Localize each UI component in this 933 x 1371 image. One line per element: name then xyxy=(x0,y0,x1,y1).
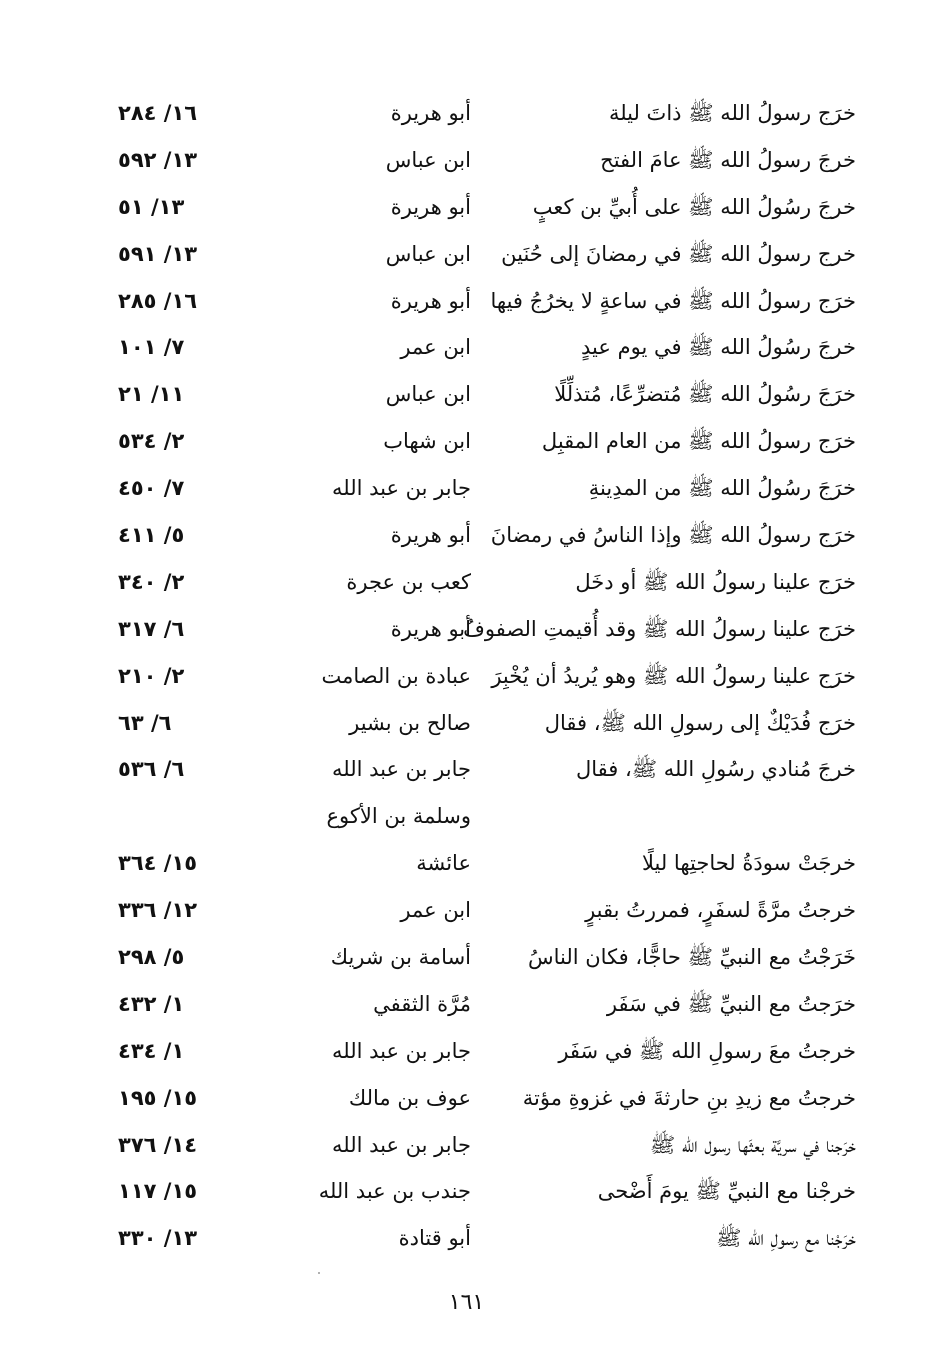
narrator-name: ابن عمر xyxy=(400,335,471,360)
index-row xyxy=(0,512,933,559)
volume-page-reference: ١٦/ ٢٨٤ xyxy=(118,101,198,125)
narrator-name: جابر بن عبد الله xyxy=(331,1038,471,1063)
volume-page-reference: ٧/ ١٠١ xyxy=(118,335,185,360)
narrator-name: جابر بن عبد الله xyxy=(331,757,471,782)
hadith-opening: خرجْنا مع النبيِّ ﷺ يومَ أَضْحى xyxy=(597,1179,856,1204)
index-row xyxy=(0,1215,933,1262)
volume-page-reference: ١٣/ ٥١ xyxy=(118,194,185,219)
index-row xyxy=(0,90,933,137)
index-row xyxy=(0,371,933,418)
volume-page-reference: ٥/ ٢٩٨ xyxy=(118,945,185,970)
index-row xyxy=(0,1075,933,1122)
volume-page-reference: ٢/ ٥٣٤ xyxy=(118,429,185,454)
index-table xyxy=(0,90,933,1262)
stray-dot xyxy=(318,1272,320,1274)
hadith-opening: خرَج علينا رسولُ الله ﷺ أو دخَل xyxy=(575,569,856,594)
narrator-name: صالح بن بشير xyxy=(349,710,471,735)
hadith-opening: خرَجَ رسُولُ الله ﷺ مُتضرِّعًا، مُتذلِّلًا xyxy=(554,382,856,407)
hadith-opening: خرَج علينا رسولُ الله ﷺ وقد أُقيمتِ الصفوفُ xyxy=(463,616,856,641)
narrator-name: أسامة بن شريك xyxy=(330,945,471,970)
narrator-name: وسلمة بن الأكوع xyxy=(326,804,471,829)
narrator-name: جابر بن عبد الله xyxy=(331,1132,471,1157)
narrator-name: أبو هريرة xyxy=(390,616,471,641)
volume-page-reference: ١/ ٤٣٤ xyxy=(118,1038,185,1063)
index-row xyxy=(0,793,933,840)
page-number: ١٦١ xyxy=(448,1290,485,1315)
index-row xyxy=(0,231,933,278)
hadith-opening: خرَج رسولُ الله ﷺ في ساعةٍ لا يخرُجُ فيها xyxy=(490,288,856,313)
volume-page-reference: ١/ ٤٣٢ xyxy=(118,991,185,1016)
volume-page-reference: ١٤/ ٣٧٦ xyxy=(118,1132,198,1157)
index-row xyxy=(0,137,933,184)
volume-page-reference: ١٣/ ٥٩١ xyxy=(118,241,198,266)
narrator-name: مُرَّة الثقفي xyxy=(373,991,471,1016)
index-row xyxy=(0,981,933,1028)
narrator-name: أبو هريرة xyxy=(390,194,471,219)
index-row xyxy=(0,606,933,653)
volume-page-reference: ٥/ ٤١١ xyxy=(118,523,185,548)
hadith-opening: خرجتُ معَ رسولِ الله ﷺ في سَفَر xyxy=(558,1038,856,1063)
volume-page-reference: ١٥/ ١١٧ xyxy=(118,1179,198,1204)
narrator-name: ابن عباس xyxy=(385,241,471,266)
hadith-opening: خرَجنا في سريَّة بعثَها رسول الله ﷺ xyxy=(649,1132,856,1157)
index-row xyxy=(0,1168,933,1215)
hadith-opening: خرَج رسولُ الله ﷺ ذاتَ ليلة xyxy=(608,101,856,125)
index-row xyxy=(0,184,933,231)
volume-page-reference: ٢/ ٣٤٠ xyxy=(118,569,185,594)
index-row xyxy=(0,324,933,371)
volume-page-reference: ١٦/ ٢٨٥ xyxy=(118,288,198,313)
index-row xyxy=(0,746,933,793)
index-row xyxy=(0,1122,933,1169)
hadith-opening: خرَج رسولُ الله ﷺ من العام المقبِل xyxy=(541,429,856,454)
narrator-name: جابر بن عبد الله xyxy=(331,476,471,501)
narrator-name: كعب بن عجرة xyxy=(346,569,471,594)
narrator-name: ابن شهاب xyxy=(383,429,471,454)
narrator-name: أبو هريرة xyxy=(390,288,471,313)
hadith-opening: خرجَتْ سودَةُ لحاجتِها ليلًا xyxy=(641,851,856,876)
index-row xyxy=(0,1028,933,1075)
narrator-name: ابن عباس xyxy=(385,382,471,407)
volume-page-reference: ٧/ ٤٥٠ xyxy=(118,476,185,501)
index-row xyxy=(0,418,933,465)
hadith-opening: خرجَ مُنادي رسُولِ الله ﷺ، فقال xyxy=(575,757,856,782)
hadith-opening: خرَج رسولُ الله ﷺ وإذا الناسُ في رمضانَ xyxy=(490,523,856,548)
hadith-opening: خرَج علينا رسولُ الله ﷺ وهو يُريدُ أن يُخْبِرَ xyxy=(491,663,856,688)
hadith-opening: خرجتُ مع زيدِ بنِ حارثةَ في غزوةِ مؤتة xyxy=(522,1085,856,1110)
volume-page-reference: ١٣/ ٥٩٢ xyxy=(118,147,198,172)
volume-page-reference: ١١/ ٢١ xyxy=(118,382,185,407)
index-row xyxy=(0,887,933,934)
hadith-opening: خرَجْنا مع رسولِ الله ﷺ xyxy=(716,1226,856,1251)
narrator-name: أبو هريرة xyxy=(390,523,471,548)
index-row xyxy=(0,465,933,512)
index-row xyxy=(0,840,933,887)
narrator-name: عائشة xyxy=(416,851,471,876)
hadith-opening: خرَجَ رسُولُ الله ﷺ من المدِينةِ xyxy=(588,476,856,501)
narrator-name: ابن عباس xyxy=(385,147,471,172)
volume-page-reference: ١٣/ ٣٣٠ xyxy=(118,1226,198,1251)
narrator-name: عبادة بن الصامت xyxy=(321,663,471,688)
narrator-name: أبو هريرة xyxy=(390,101,471,125)
volume-page-reference: ٦/ ٥٣٦ xyxy=(118,757,185,782)
volume-page-reference: ٦/ ٦٣ xyxy=(118,710,172,735)
volume-page-reference: ١٥/ ٣٦٤ xyxy=(118,851,198,876)
index-row xyxy=(0,700,933,747)
index-row xyxy=(0,278,933,325)
hadith-opening: خرَج فُدَيْكٌ إلى رسولِ الله ﷺ، فقال xyxy=(544,710,856,735)
hadith-opening: خرجَ رسُولُ الله ﷺ في يوم عيدٍ xyxy=(581,335,856,360)
narrator-name: جندب بن عبد الله xyxy=(318,1179,471,1204)
volume-page-reference: ١٢/ ٣٣٦ xyxy=(118,898,198,923)
volume-page-reference: ٢/ ٢١٠ xyxy=(118,663,185,688)
hadith-opening: خرجَ رسولُ الله ﷺ عامَ الفتح xyxy=(600,147,856,172)
hadith-opening: خرَجتُ مع النبيِّ ﷺ في سَفَر xyxy=(606,991,856,1016)
volume-page-reference: ١٥/ ١٩٥ xyxy=(118,1085,198,1110)
hadith-opening: خَرَجْتُ مع النبيِّ ﷺ حاجًّا، فكان الناسُ xyxy=(527,945,856,970)
index-row xyxy=(0,559,933,606)
narrator-name: عوف بن مالك xyxy=(348,1085,471,1110)
index-row xyxy=(0,934,933,981)
volume-page-reference: ٦/ ٣١٧ xyxy=(118,616,185,641)
narrator-name: ابن عمر xyxy=(400,898,471,923)
hadith-opening: خرجَ رسُولُ الله ﷺ على أُبيِّ بن كعبٍ xyxy=(532,194,856,219)
narrator-name: أبو قتادة xyxy=(398,1226,471,1251)
hadith-opening: خرج رسولُ الله ﷺ في رمضانَ إلى حُنَين xyxy=(501,241,856,266)
hadith-opening: خرجتُ مرَّةً لسفَرٍ، فمررتُ بقبرٍ xyxy=(585,898,856,923)
index-row xyxy=(0,653,933,700)
